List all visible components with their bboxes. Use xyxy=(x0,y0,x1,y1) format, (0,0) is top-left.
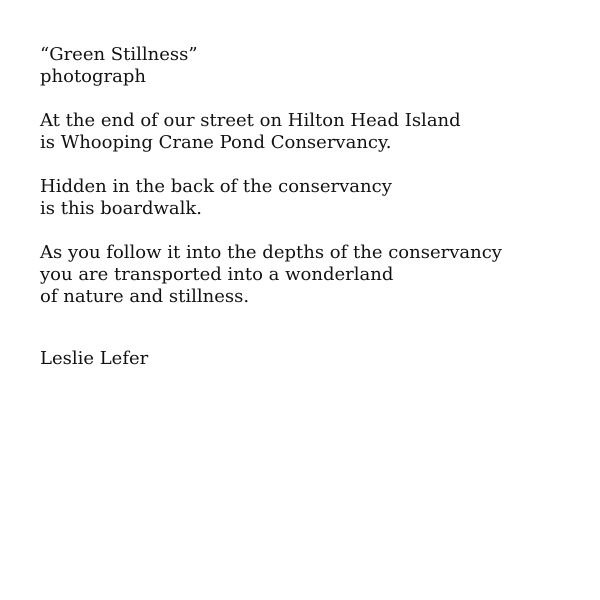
paragraph-line: As you follow it into the depths of the conservancy xyxy=(40,242,502,263)
paragraph-2 xyxy=(40,176,580,220)
artist-statement xyxy=(40,44,580,370)
title-block xyxy=(40,44,580,88)
paragraph-line: is Whooping Crane Pond Conservancy. xyxy=(40,132,392,153)
author-signature xyxy=(40,348,580,370)
author-name: Leslie Lefer xyxy=(40,348,149,369)
paragraph-line: Hidden in the back of the conservancy xyxy=(40,176,392,197)
artwork-medium: photograph xyxy=(40,66,146,87)
paragraph-line: At the end of our street on Hilton Head Island xyxy=(40,110,461,131)
paragraph-1 xyxy=(40,110,580,154)
paragraph-line: is this boardwalk. xyxy=(40,198,202,219)
paragraph-3 xyxy=(40,242,580,308)
paragraph-line: you are transported into a wonderland xyxy=(40,264,394,285)
paragraph-line: of nature and stillness. xyxy=(40,286,250,307)
artwork-title: “Green Stillness” xyxy=(40,44,198,65)
